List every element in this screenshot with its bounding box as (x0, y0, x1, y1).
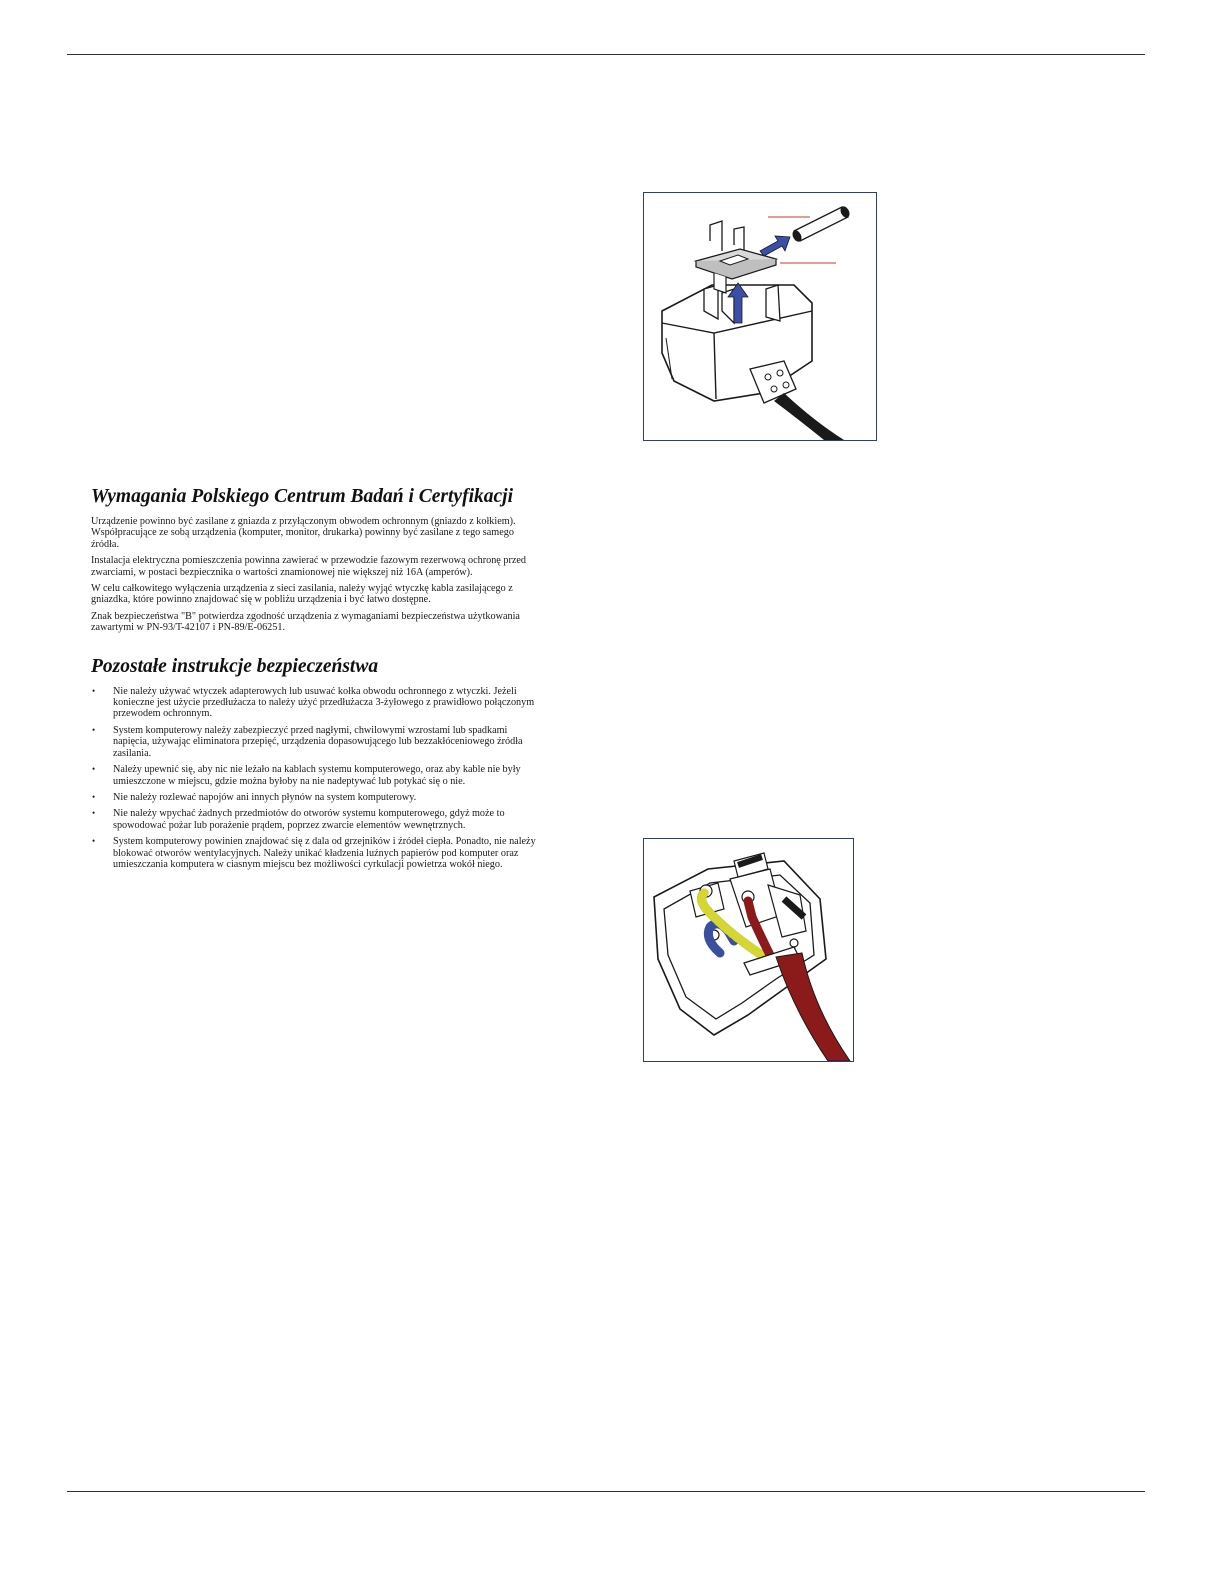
list-item-text: Nie należy używać wtyczek adapterowych lub usuwać kołka obwodu ochronnego z wtyczki. Jeżeli konieczne jest użycie przedłużacza to należy użyć przedłużacza 3-żyłowego z prawidłowo połączonym przewodem ochronnym. (113, 685, 535, 720)
bullet-icon: • (92, 685, 96, 696)
paragraph-3: W celu całkowitego wyłączenia urządzenia z sieci zasilania, należy wyjąć wtyczkę kabla zasilającego z gniazdka, które powinno znajdować się w pobliżu urządzenia i być łatwo dostępne. (91, 583, 513, 606)
section-heading-safety: Pozostałe instrukcje bezpieczeństwa (91, 655, 379, 677)
paragraph-4: Znak bezpieczeństwa "B" potwierdza zgodność urządzenia z wymaganiami bezpieczeństwa użytkowania zawartymi w PN-93/T-42107 i PN-89/E-06251. (91, 610, 520, 634)
paragraph-1: Urządzenie powinno być zasilane z gniazda z przyłączonym obwodem ochronnym (gniazdo z kołkiem). Współpracujące ze sobą urządzenia (komputer, monitor, drukarka) powinny być zasilane z tego samego źródła. (91, 516, 516, 550)
list-item-text: System komputerowy powinien znajdować się z dala od grzejników i źródeł ciepła. Ponadto, nie należy blokować otworów wentylacyjnych. Należy unikać kładzenia luźnych papierów pod komputer oraz umieszczania komputera w ciasnym miejscu bez możliwości cyrkulacji powietrza wokół niego. (113, 836, 536, 870)
paragraph-2: Instalacja elektryczna pomieszczenia powinna zawierać w przewodzie fazowym rezerwową ochronę przed zwarciami, w postaci bezpiecznika o wartości znamionowej nie większej niż 16A (amperów). (91, 555, 526, 578)
list-item (91, 836, 539, 870)
fuse-removal-illustration (643, 192, 877, 441)
list-item-text: System komputerowy należy zabezpieczyć przed nagłymi, chwilowymi wzrostami lub spadkami napięcia, używając eliminatora przepięć, urządzenia dopasowującego lub bezzakłóceniowego źródła zasilania. (113, 724, 523, 759)
bullet-icon: • (92, 808, 96, 819)
plug-wiring-icon (644, 839, 853, 1061)
list-item-text: Nie należy rozlewać napojów ani innych płynów na system komputerowy. (113, 791, 417, 803)
list-item (91, 686, 539, 720)
bullet-icon: • (92, 764, 96, 775)
list-item (91, 808, 539, 831)
plug-fuse-icon (644, 193, 876, 440)
list-item-text: Należy upewnić się, aby nic nie leżało na kablach systemu komputerowego, oraz aby kable nie były umieszczone w miejscu, gdzie można byłoby na nie nadeptywać lub potykać się o nie. (113, 764, 521, 787)
list-item (91, 764, 539, 787)
footer-rule (67, 1491, 1145, 1492)
bullet-icon: • (92, 836, 96, 847)
safety-list (91, 686, 539, 871)
left-column (91, 484, 539, 875)
section-heading-pcbc: Wymagania Polskiego Centrum Badań i Certyfikacji (91, 486, 513, 507)
bullet-icon: • (92, 791, 96, 802)
list-item (91, 725, 539, 759)
plug-wiring-illustration (643, 838, 854, 1062)
header-rule (67, 54, 1145, 55)
bullet-icon: • (92, 724, 96, 735)
list-item-text: Nie należy wpychać żadnych przedmiotów do otworów systemu komputerowego, gdyż może to spowodować pożar lub porażenie prądem, poprzez zwarcie elementów wewnętrznych. (113, 808, 505, 831)
list-item (91, 792, 539, 803)
